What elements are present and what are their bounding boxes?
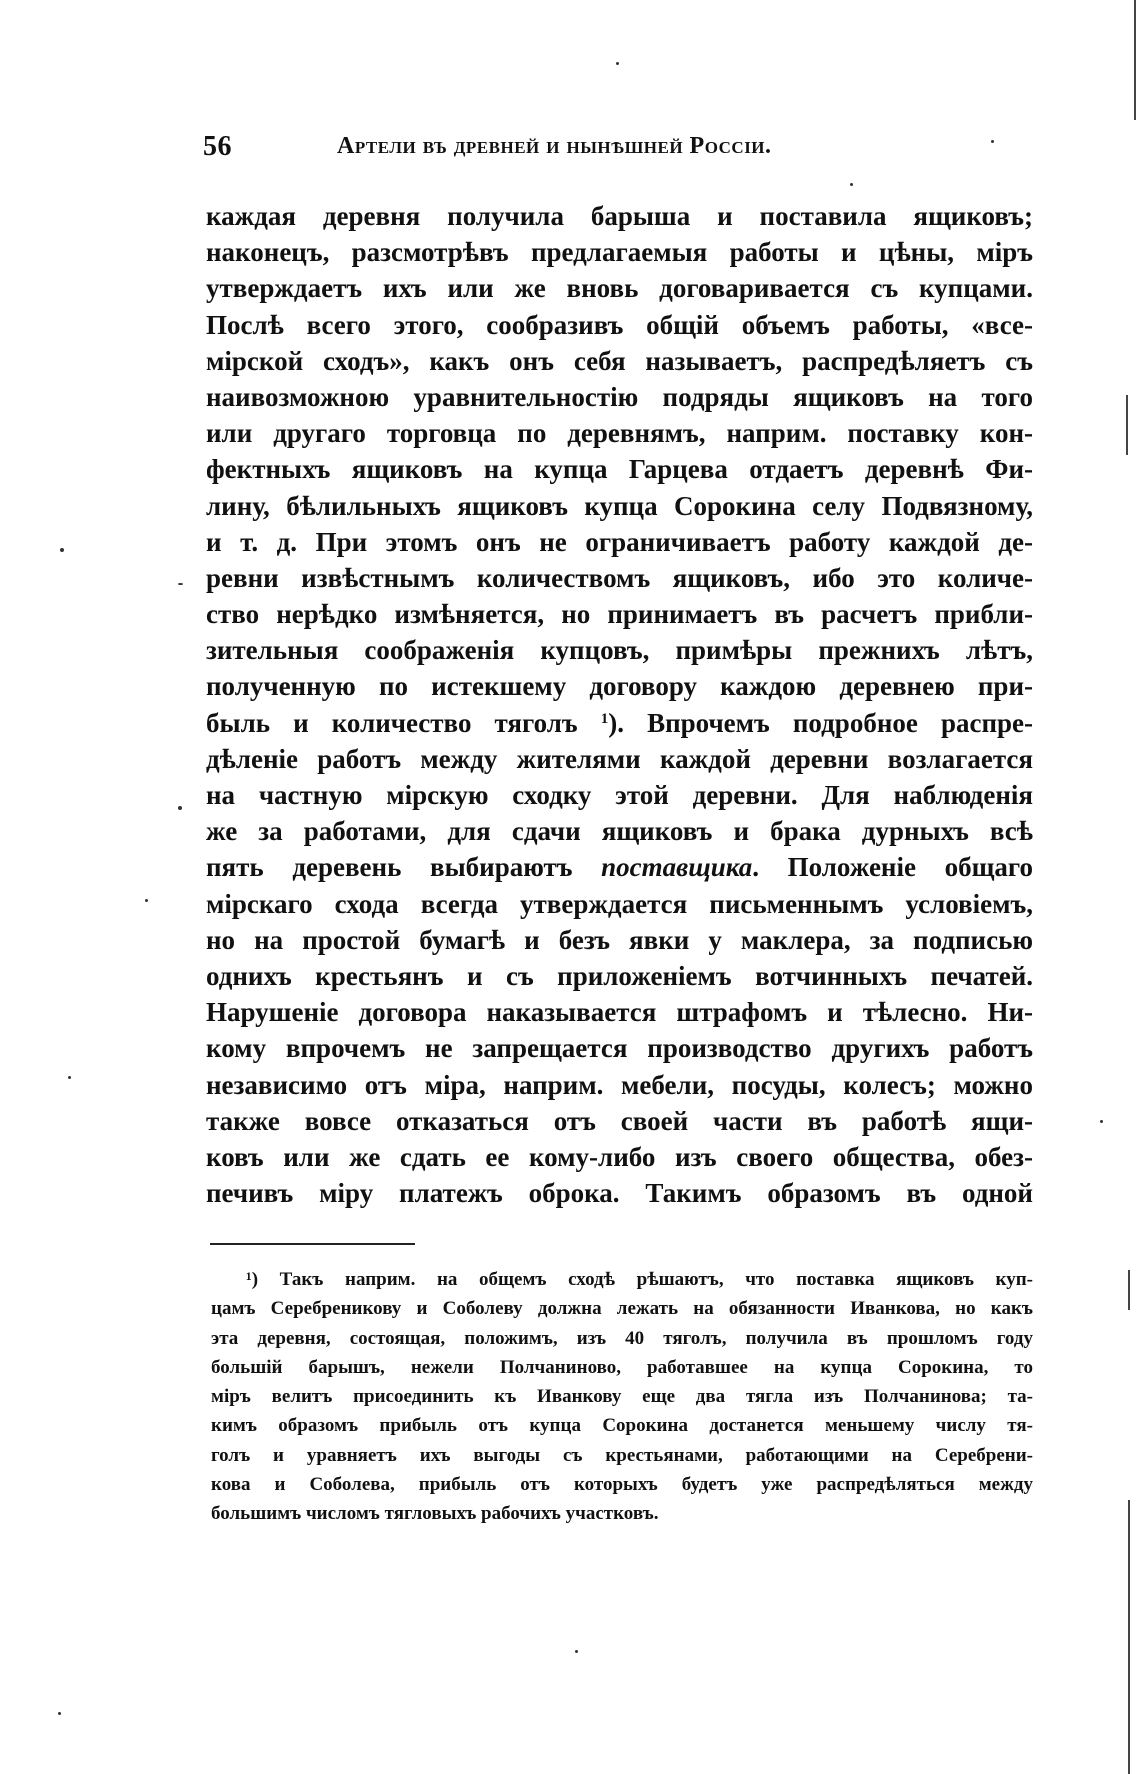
footnote-line: большій барышъ, нежели Полчаниново, работавшее на купца Сорокина, то xyxy=(211,1356,1033,1378)
text-line: ство нерѣдко измѣняется, но принимаетъ въ расчетъ прибли- xyxy=(206,599,1033,630)
text-line: также вовсе отказаться отъ своей части въ работѣ ящи- xyxy=(206,1105,1033,1136)
italic-term: поставщика xyxy=(601,852,753,883)
scan-speck xyxy=(575,1650,578,1653)
text-segment: быль и количество тяголъ xyxy=(206,707,578,738)
text-line: ковъ или же сдать ее кому-либо изъ своего общества, обез- xyxy=(206,1141,1033,1172)
footnote-reference[interactable]: 1 xyxy=(600,710,609,727)
running-title: Артели въ древней и нынѣшней Россіи. xyxy=(337,133,772,159)
scan-edge-mark xyxy=(1128,1500,1130,1774)
text-segment: ). Впрочемъ подробное распре- xyxy=(608,707,1033,738)
page-header xyxy=(203,131,933,171)
footnote-separator xyxy=(210,1243,415,1245)
footnote-marker: ¹) xyxy=(246,1269,259,1290)
footnote-line: эта деревня, состоящая, положимъ, изъ 40 тяголъ, получила въ прошломъ году xyxy=(211,1327,1033,1349)
scan-speck xyxy=(1100,1120,1103,1123)
footnote-line: міръ велитъ присоединить къ Иванкову еще два тягла изъ Полчанинова; та- xyxy=(211,1386,1033,1408)
text-line: дѣленіе работъ между жителями каждой деревни возлагается xyxy=(206,743,1033,774)
scan-speck xyxy=(178,806,182,810)
text-line: наивозможною уравнительностію подряды ящиковъ на того xyxy=(206,381,1033,412)
text-segment: . Положеніе общаго xyxy=(752,852,1033,883)
footnote-line: большимъ числомъ тягловыхъ рабочихъ участковъ. xyxy=(211,1503,659,1525)
scan-speck xyxy=(145,899,148,902)
main-text xyxy=(206,198,1033,1211)
footnote-line: кова и Соболева, прибыль отъ которыхъ будетъ уже распредѣляться между xyxy=(211,1474,1033,1496)
text-line: независимо отъ міра, наприм. мебели, посуды, колесъ; можно xyxy=(206,1069,1033,1100)
footnote-line: голъ и уравняетъ ихъ выгоды съ крестьянами, работающими на Серебрени- xyxy=(211,1444,1033,1466)
footnote-line xyxy=(211,1265,1033,1294)
text-line: же за работами, для сдачи ящиковъ и брака дурныхъ всѣ xyxy=(206,816,1033,847)
scan-speck xyxy=(58,1712,61,1715)
page-number: 56 xyxy=(203,131,232,162)
footnote xyxy=(211,1265,1033,1529)
text-line: зительныя соображенія купцовъ, примѣры прежнихъ лѣтъ, xyxy=(206,635,1033,666)
scan-speck xyxy=(991,140,994,143)
text-line: лину, бѣлильныхъ ящиковъ купца Сорокина селу Подвязному, xyxy=(206,490,1033,521)
scan-speck xyxy=(616,62,619,65)
text-line-with-italic xyxy=(206,849,1033,885)
text-line: ревни извѣстнымъ количествомъ ящиковъ, ибо это количе- xyxy=(206,562,1033,593)
text-line: или другаго торговца по деревнямъ, наприм. поставку кон- xyxy=(206,418,1033,449)
scan-speck xyxy=(178,583,183,585)
text-segment: пять деревень выбираютъ xyxy=(206,852,573,883)
scan-speck xyxy=(850,183,853,186)
scan-edge-mark xyxy=(1128,1270,1130,1310)
text-line: мірской сходъ», какъ онъ себя называетъ, распредѣляетъ съ xyxy=(206,345,1033,376)
scan-edge-mark xyxy=(1134,0,1136,120)
text-line: и т. д. При этомъ онъ не ограничиваетъ работу каждой де- xyxy=(206,526,1033,557)
text-segment: Такъ наприм. на общемъ сходѣ рѣшаютъ, что поставка ящиковъ куп- xyxy=(279,1269,1034,1290)
text-line: на частную мірскую сходку этой деревни. Для наблюденія xyxy=(206,780,1033,810)
text-line: но на простой бумагѣ и безъ явки у маклера, за подписью xyxy=(206,924,1033,955)
scan-edge-mark xyxy=(1126,395,1128,455)
scan-speck xyxy=(60,548,64,552)
footnote-line: кимъ образомъ прибыль отъ купца Сорокина достанется меньшему числу тя- xyxy=(211,1415,1033,1437)
text-line: кому впрочемъ не запрещается производство другихъ работъ xyxy=(206,1033,1033,1064)
text-line: печивъ міру платежъ оброка. Такимъ образомъ въ одной xyxy=(206,1178,1033,1209)
text-line: Послѣ всего этого, сообразивъ общій объемъ работы, «все- xyxy=(206,309,1033,340)
scan-speck xyxy=(68,1076,71,1079)
footnote-line: цамъ Серебреникову и Соболеву должна лежать на обязанности Иванкова, но какъ xyxy=(211,1298,1033,1320)
text-line: Нарушеніе договора наказывается штрафомъ и тѣлесно. Ни- xyxy=(206,997,1033,1028)
text-line: однихъ крестьянъ и съ приложеніемъ вотчинныхъ печатей. xyxy=(206,960,1033,991)
text-line: утверждаетъ ихъ или же вновь договаривается съ купцами. xyxy=(206,273,1033,304)
text-line: наконецъ, разсмотрѣвъ предлагаемыя работы и цѣны, міръ xyxy=(206,237,1033,268)
text-line-with-footnote-ref xyxy=(206,705,1033,741)
text-line: каждая деревня получила барыша и поставила ящиковъ; xyxy=(206,201,1033,231)
text-line: мірскаго схода всегда утверждается письменнымъ условіемъ, xyxy=(206,888,1033,919)
text-line: фектныхъ ящиковъ на купца Гарцева отдаетъ деревнѣ Фи- xyxy=(206,454,1033,485)
text-line: полученную по истекшему договору каждою деревнею при- xyxy=(206,671,1033,702)
